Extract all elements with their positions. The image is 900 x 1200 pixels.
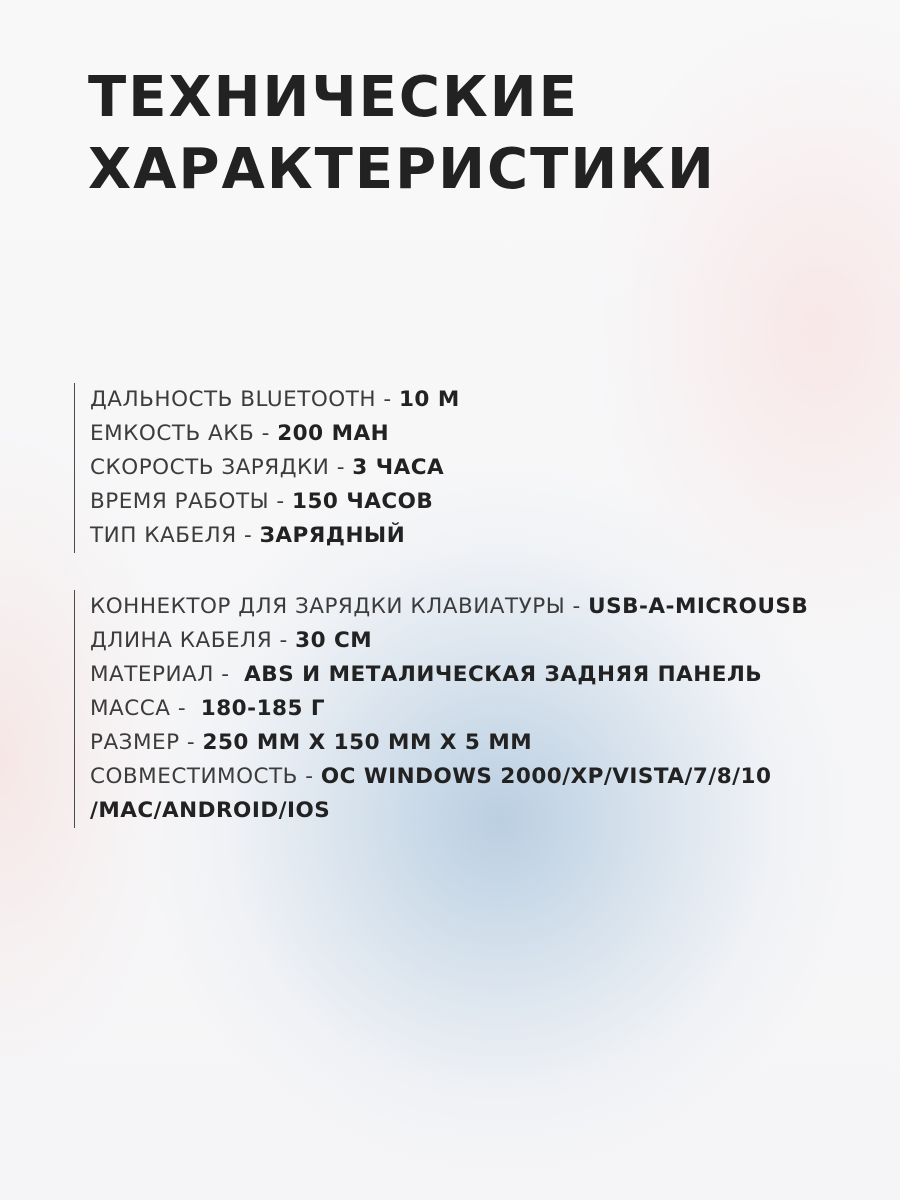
spec-row-battery-capacity (90, 417, 460, 451)
spec-value: ЗАРЯДНЫЙ (259, 523, 406, 548)
spec-value: 30 СМ (295, 628, 373, 653)
spec-label: КОННЕКТОР ДЛЯ ЗАРЯДКИ КЛАВИАТУРЫ - (90, 594, 589, 619)
spec-row-weight (90, 692, 808, 726)
spec-row-compatibility-continued (90, 794, 808, 828)
page-title-line-1: ТЕХНИЧЕСКИЕ (88, 65, 579, 130)
spec-label: ДЛИНА КАБЕЛЯ - (90, 628, 296, 653)
spec-row-operating-time (90, 485, 460, 519)
spec-value: 150 ЧАСОВ (292, 489, 434, 514)
page-title (88, 62, 716, 205)
spec-label: РАЗМЕР - (90, 730, 203, 755)
spec-value: ABS И МЕТАЛИЧЕСКАЯ ЗАДНЯЯ ПАНЕЛЬ (244, 662, 763, 687)
spec-label: ВРЕМЯ РАБОТЫ - (90, 489, 292, 514)
spec-row-compatibility (90, 760, 808, 794)
spec-value: 3 ЧАСА (352, 455, 445, 480)
spec-label: СКОРОСТЬ ЗАРЯДКИ - (90, 455, 353, 480)
page-title-line-2: ХАРАКТЕРИСТИКИ (88, 136, 716, 202)
spec-label: ТИП КАБЕЛЯ - (90, 523, 260, 548)
spec-value: 200 MAH (277, 421, 390, 446)
spec-value: USB-A-MICROUSB (588, 594, 809, 619)
spec-label: МАССА - (90, 696, 201, 721)
spec-label: ДАЛЬНОСТЬ BLUETOOTH - (90, 387, 399, 412)
spec-row-charging-time (90, 451, 460, 485)
spec-label: МАТЕРИАЛ - (90, 662, 245, 687)
spec-value: 10 М (398, 387, 460, 412)
spec-row-cable-type (90, 519, 460, 553)
spec-value: OC WINDOWS 2000/XP/VISTA/7/8/10 (320, 764, 772, 789)
spec-row-connector (90, 590, 808, 624)
spec-row-size (90, 726, 808, 760)
spec-group-1 (74, 383, 460, 553)
spec-value: 250 ММ Х 150 ММ Х 5 ММ (202, 730, 533, 755)
spec-group-2 (74, 590, 808, 828)
spec-row-material (90, 658, 808, 692)
spec-value: 180-185 Г (200, 696, 326, 721)
spec-label: СОВМЕСТИМОСТЬ - (90, 764, 321, 789)
spec-row-bluetooth-range (90, 383, 460, 417)
spec-label: ЕМКОСТЬ АКБ - (90, 421, 278, 446)
spec-row-cable-length (90, 624, 808, 658)
spec-value: /MAC/ANDROID/IOS (90, 798, 331, 823)
